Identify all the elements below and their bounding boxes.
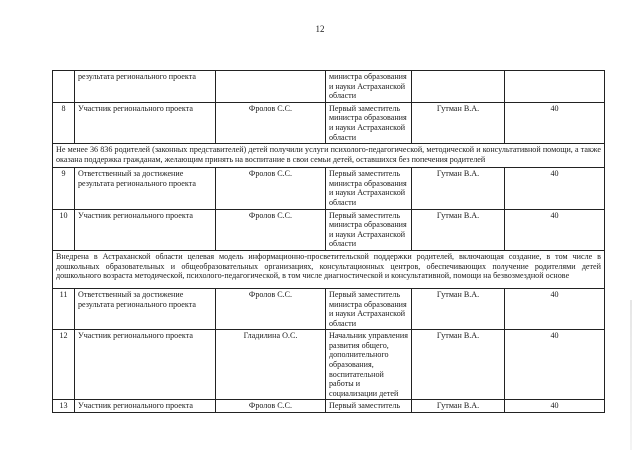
row-number: 9 bbox=[53, 168, 75, 209]
curator-person: Гутман В.А. bbox=[412, 288, 505, 329]
project-roles-table bbox=[52, 70, 605, 413]
table-row bbox=[53, 400, 605, 413]
position-cell: Первый заместитель министра образования и науки Астраханской области bbox=[326, 288, 412, 329]
table-row bbox=[53, 71, 605, 103]
responsible-person: Фролов С.С. bbox=[216, 209, 326, 250]
table-body bbox=[53, 71, 605, 413]
percent-cell: 40 bbox=[505, 288, 605, 329]
scan-edge-shadow bbox=[630, 300, 632, 450]
table-row bbox=[53, 288, 605, 329]
section-description: Не менее 36 836 родителей (законных представителей) детей получили услуги психолого-педагогической, методической и консультативной помощи, а также оказана поддержка гражданам, желающим принять на воспитание в свои семьи детей, оставшихся без попечения родителей bbox=[53, 144, 605, 168]
role-cell: Участник регионального проекта bbox=[75, 330, 216, 400]
curator-person: Гутман В.А. bbox=[412, 400, 505, 413]
role-cell: Участник регионального проекта bbox=[75, 400, 216, 413]
role-cell: Участник регионального проекта bbox=[75, 209, 216, 250]
position-cell: Начальник управления развития общего, дополнительного образования, воспитательной работы и социализации детей bbox=[326, 330, 412, 400]
responsible-person: Фролов С.С. bbox=[216, 102, 326, 143]
curator-person bbox=[412, 71, 505, 103]
table-section-row bbox=[53, 250, 605, 288]
row-number bbox=[53, 71, 75, 103]
percent-cell: 40 bbox=[505, 400, 605, 413]
section-description: Внедрена в Астраханской области целевая модель информационно-просветительской поддержки родителей, включающая создание, в том числе в дошкольных образовательных и общеобразовательных организациях, консультационных центров, обеспечивающих получение родителями детей дошкольного возраста методической, психолого-педагогической, в том числе диагностической и консультативной, помощи на безвозмездной основе bbox=[53, 250, 605, 288]
position-cell: Первый заместитель bbox=[326, 400, 412, 413]
table-row bbox=[53, 209, 605, 250]
responsible-person bbox=[216, 71, 326, 103]
responsible-person: Гладилина О.С. bbox=[216, 330, 326, 400]
row-number: 13 bbox=[53, 400, 75, 413]
table-row bbox=[53, 330, 605, 400]
row-number: 10 bbox=[53, 209, 75, 250]
position-cell: министра образования и науки Астраханской области bbox=[326, 71, 412, 103]
table-row bbox=[53, 168, 605, 209]
percent-cell: 40 bbox=[505, 209, 605, 250]
page-number: 12 bbox=[315, 24, 325, 34]
position-cell: Первый заместитель министра образования и науки Астраханской области bbox=[326, 168, 412, 209]
curator-person: Гутман В.А. bbox=[412, 168, 505, 209]
percent-cell: 40 bbox=[505, 330, 605, 400]
row-number: 11 bbox=[53, 288, 75, 329]
row-number: 8 bbox=[53, 102, 75, 143]
position-cell: Первый заместитель министра образования и науки Астраханской области bbox=[326, 209, 412, 250]
curator-person: Гутман В.А. bbox=[412, 102, 505, 143]
responsible-person: Фролов С.С. bbox=[216, 288, 326, 329]
row-number: 12 bbox=[53, 330, 75, 400]
percent-cell: 40 bbox=[505, 102, 605, 143]
percent-cell: 40 bbox=[505, 168, 605, 209]
table-row bbox=[53, 102, 605, 143]
position-cell: Первый заместитель министра образования и науки Астраханской области bbox=[326, 102, 412, 143]
responsible-person: Фролов С.С. bbox=[216, 400, 326, 413]
table-section-row bbox=[53, 144, 605, 168]
curator-person: Гутман В.А. bbox=[412, 209, 505, 250]
curator-person: Гутман В.А. bbox=[412, 330, 505, 400]
role-cell: Участник регионального проекта bbox=[75, 102, 216, 143]
percent-cell bbox=[505, 71, 605, 103]
role-cell: Ответственный за достижение результата регионального проекта bbox=[75, 288, 216, 329]
role-cell: результата регионального проекта bbox=[75, 71, 216, 103]
responsible-person: Фролов С.С. bbox=[216, 168, 326, 209]
role-cell: Ответственный за достижение результата регионального проекта bbox=[75, 168, 216, 209]
